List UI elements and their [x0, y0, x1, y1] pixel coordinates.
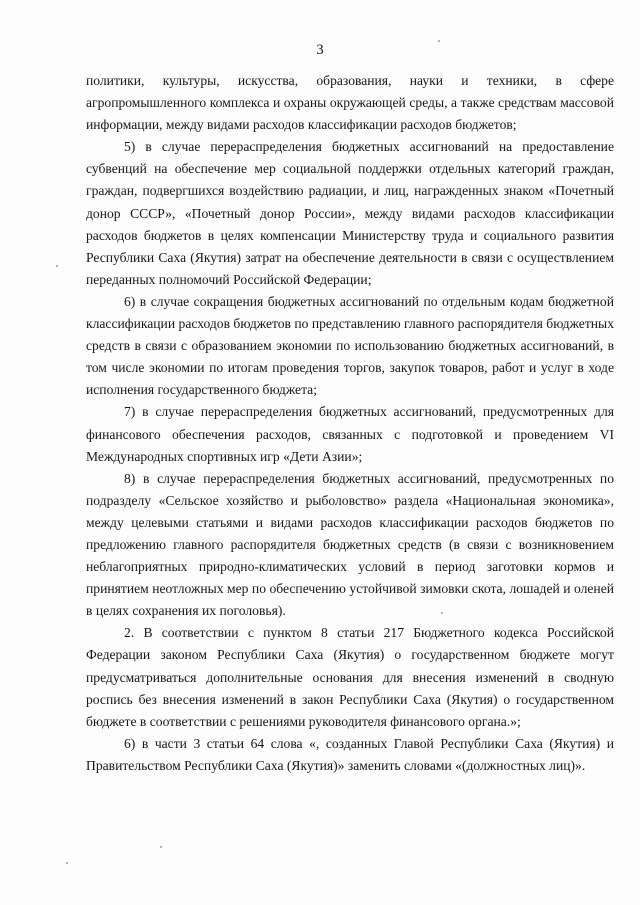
document-body: [86, 70, 614, 777]
paragraph-item-8: 8) в случае перераспределения бюджетных ассигнований, предусмотренных по подразделу «Сельское хозяйство и рыболовство» раздела «Национальная экономика», между целевыми статьями и видами расходов классификации расходов бюджетов по предложению главного распорядителя бюджетных средств (в связи с возникновением неблагоприятных природно-климатических условий в период заготовки кормов и принятием неотложных мер по обеспечению устойчивой зимовки скота, лошадей и оленей в целях сохранения их поголовья).: [86, 470, 614, 619]
scan-speck: [160, 846, 162, 848]
scan-speck: [441, 612, 443, 614]
paragraph-item-6: 6) в случае сокращения бюджетных ассигнований по отдельным кодам бюджетной классификации расходов бюджетов по представлению главного распорядителя бюджетных средств в связи с образованием экономии по использованию бюджетных ассигнований, в том числе экономии по итогам проведения торгов, закупок товаров, работ и услуг в ходе исполнения государственного бюджета;: [86, 293, 614, 398]
scan-speck: [66, 862, 68, 864]
paragraph-item-7: 7) в случае перераспределения бюджетных ассигнований, предусмотренных для финансового обеспечения расходов, связанных с подготовкой и проведением VI Международных спортивных игр «Дети Азии»;: [86, 404, 614, 464]
paragraph-amendment-6: 6) в части 3 статьи 64 слова «, созданных Главой Республики Саха (Якутия) и Правительством Республики Саха (Якутия)» заменить словами «(должностных лиц)».: [86, 735, 614, 773]
paragraph-clause-2: 2. В соответствии с пунктом 8 статьи 217 Бюджетного кодекса Российской Федерации законом Республики Саха (Якутия) о государственном бюджете могут предусматриваться дополнительные основания для внесения изменений в сводную роспись без внесения изменений в закон Республики Саха (Якутия) о государственном бюджете в соответствии с решениями руководителя финансового органа.»;: [86, 625, 614, 729]
paragraph-item-5: 5) в случае перераспределения бюджетных ассигнований на предоставление субвенций на обеспечение мер социальной поддержки отдельных категорий граждан, граждан, подвергшихся воздействию радиации, и лиц, награжденных знаком «Почетный донор СССР», «Почетный донор России», между видами расходов классификации расходов бюджетов в целях компенсации Министерству труда и социального развития Республики Саха (Якутия) затрат на обеспечение деятельности в связи с осуществлением переданных полномочий Российской Федерации;: [86, 139, 614, 287]
scan-speck: [438, 40, 440, 42]
page-number: 3: [316, 42, 324, 58]
paragraph-continuation: политики, культуры, искусства, образования, науки и техники, в сфере агропромышленного комплекса и охраны окружающей среды, а также средствам массовой информации, между видами расходов классификации расходов бюджетов;: [86, 73, 614, 133]
scan-speck: [56, 265, 58, 267]
